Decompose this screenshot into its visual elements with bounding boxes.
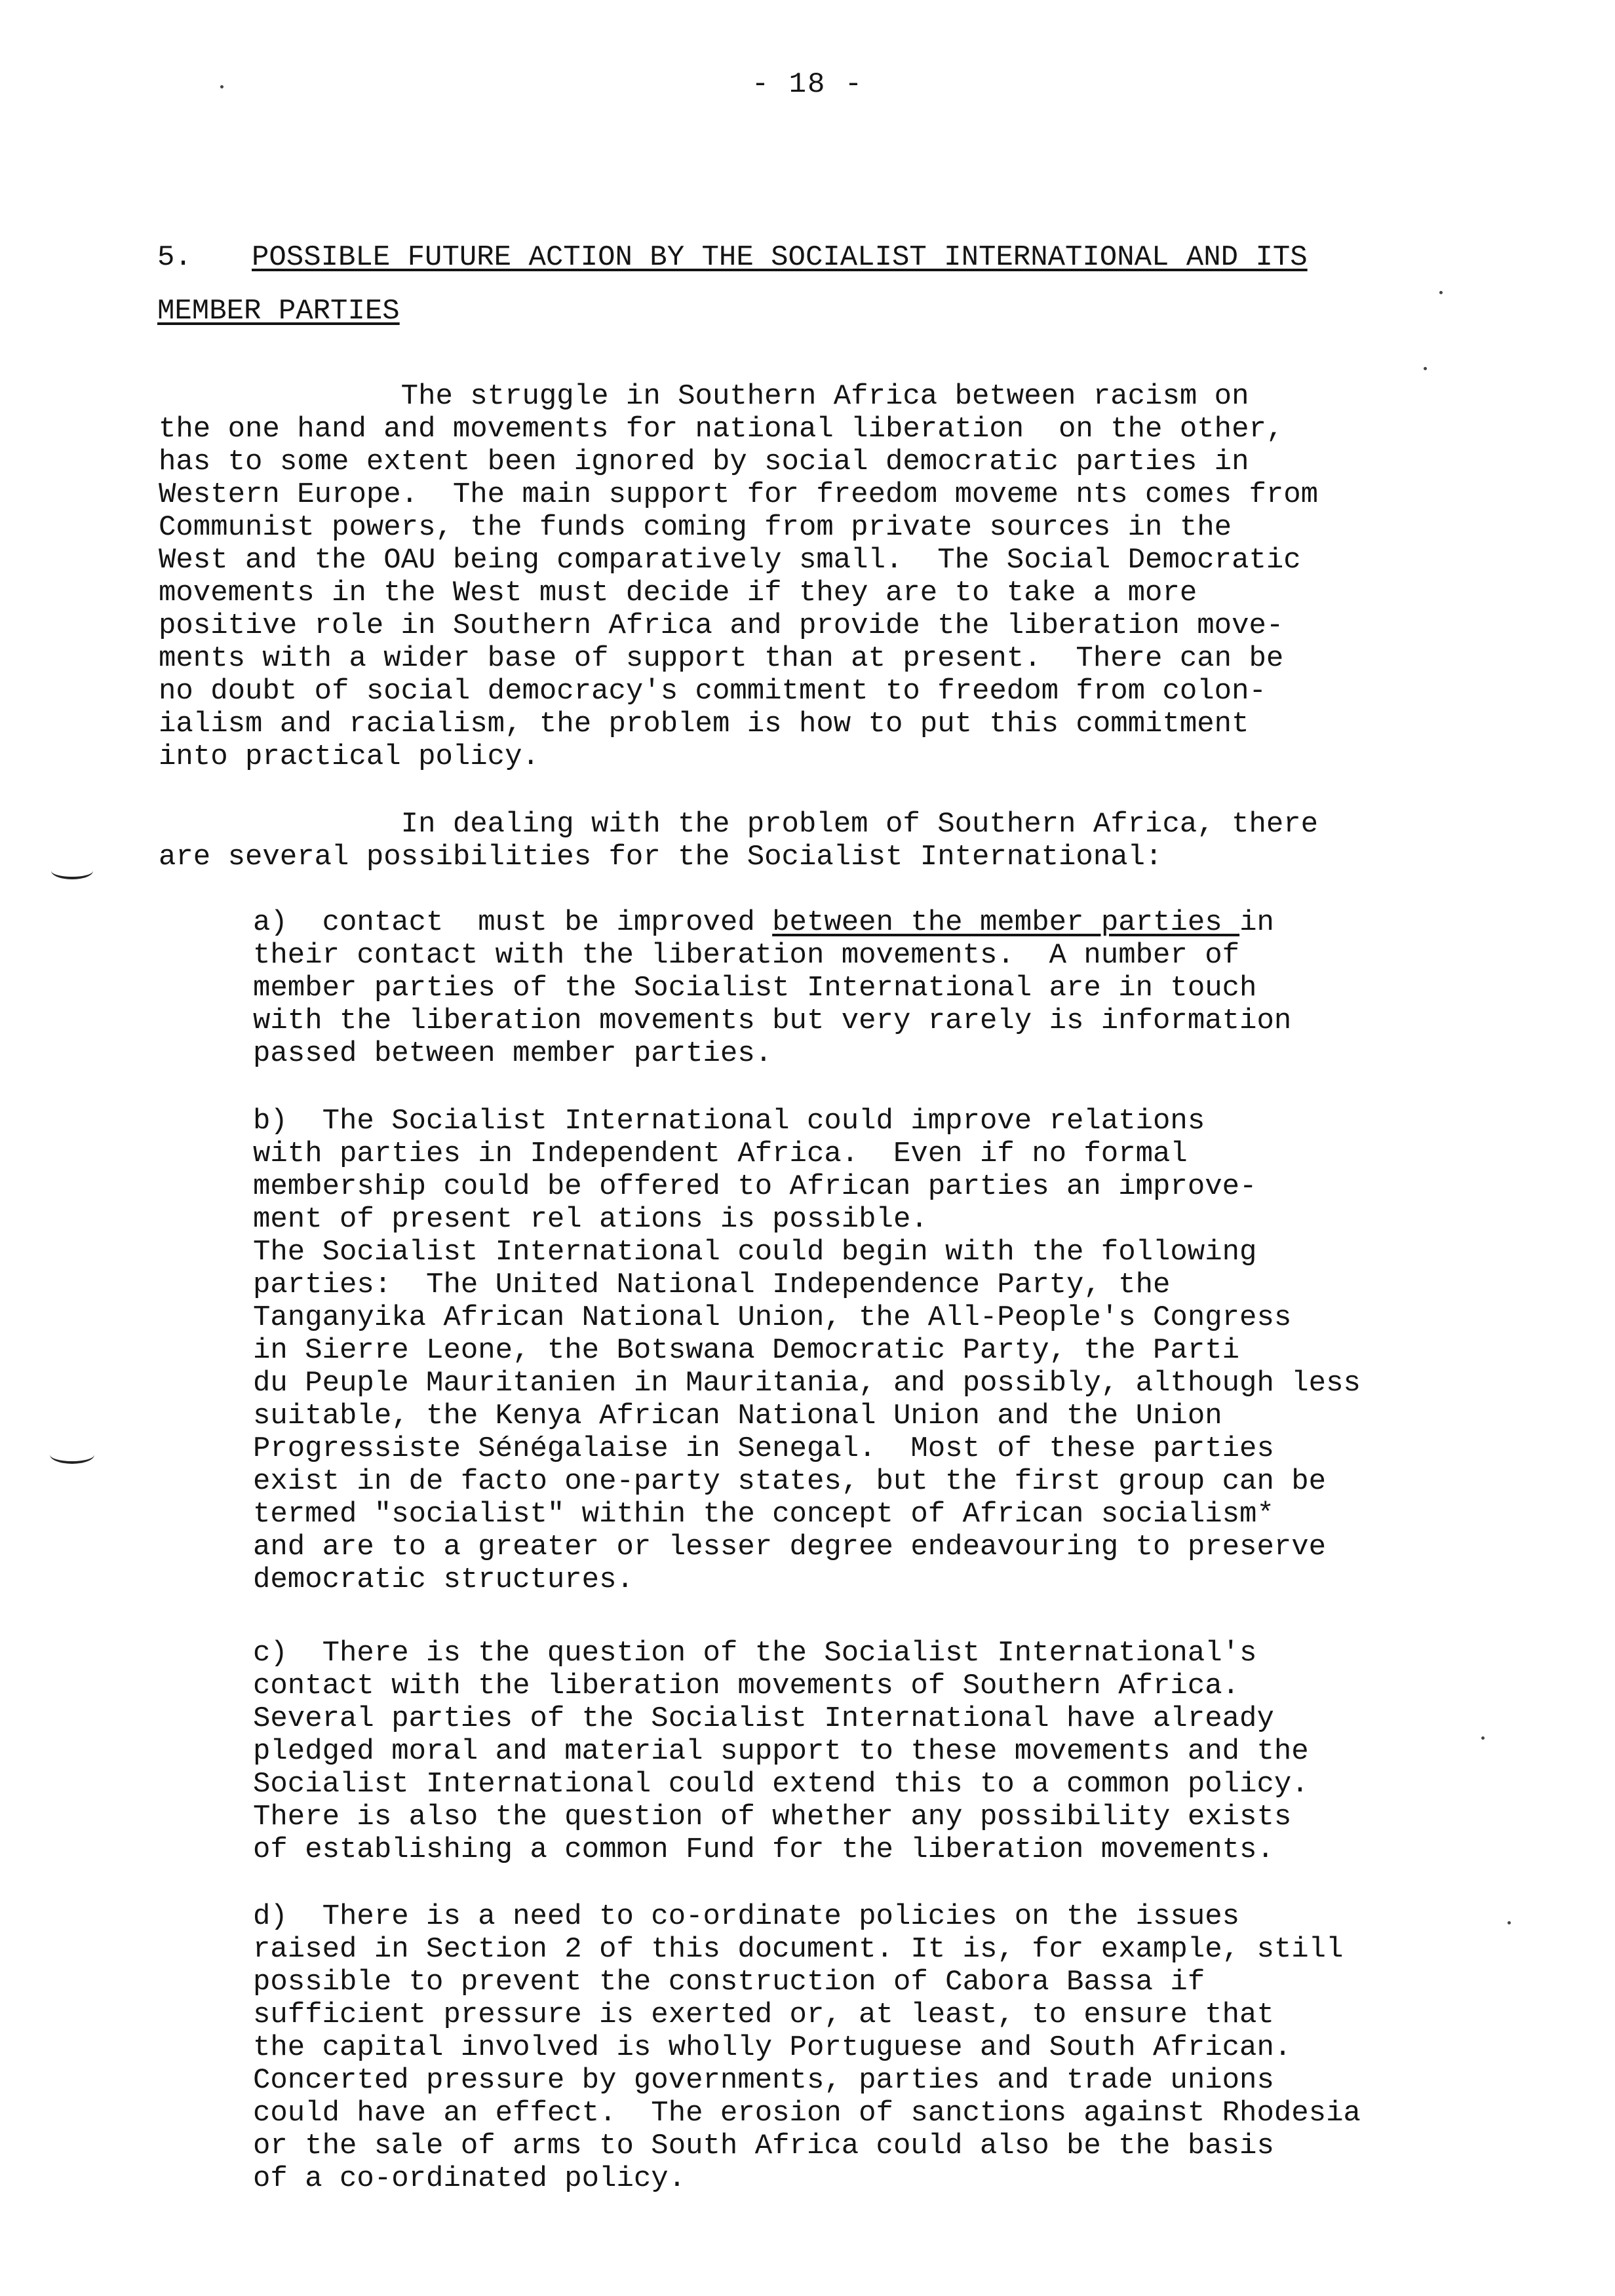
- speck-2: [1424, 367, 1427, 370]
- section-title-line1: POSSIBLE FUTURE ACTION BY THE SOCIALIST INTERNATIONAL AND ITS: [252, 241, 1308, 274]
- speck-3: [1439, 291, 1443, 294]
- intro-paragraph: The struggle in Southern Africa between racism on the one hand and movements for national liberation on the other, has to some extent been ignored by social democratic parties in Western Europe. The main support for freedom moveme nts comes from Communist powers, the funds coming from private sources in the West and the OAU being comparatively small. The Social Democratic movements in the West must decide if they are to take a more positive role in Southern Africa and provide the liberation move- ments with a wider base of support than at present. There can be no doubt of social democracy's commitment to freedom from colon- ialism and racialism, the problem is how to put this commitment into practical policy.: [159, 380, 1319, 773]
- item-a-paragraph: [253, 906, 1291, 1070]
- item-a-lead: a) contact must be improved: [253, 906, 773, 939]
- speck-4: [1481, 1736, 1485, 1740]
- margin-mark-2: [50, 1445, 94, 1464]
- item-d-paragraph: d) There is a need to co-ordinate policies on the issues raised in Section 2 of this document. It is, for example, still possible to prevent the construction of Cabora Bassa if sufficient pressure is exerted or, at least, to ensure that the capital involved is wholly Portuguese and South African. Concerted pressure by governments, parties and trade unions could have an effect. The erosion of sanctions against Rhodesia or the sale of arms to South Africa could also be the basis of a co-ordinated policy.: [253, 1900, 1361, 2195]
- margin-mark-1: [51, 862, 93, 879]
- section-heading-line2: [157, 284, 1468, 338]
- speck-1: [220, 85, 224, 88]
- item-a-underlined: between the member parties: [772, 906, 1240, 939]
- section-title-line2: MEMBER PARTIES: [157, 295, 400, 328]
- section-heading: [157, 231, 1468, 338]
- item-a-rest: in their contact with the liberation movements. A number of member parties of the Socialist International are in touch with the liberation movements but very rarely is information passed between member parties.: [253, 906, 1292, 1070]
- speck-5: [1508, 1921, 1511, 1924]
- item-b-paragraph: b) The Socialist International could improve relations with parties in Independent Africa. Even if no formal membership could be offered to African parties an improve- ment of present rel ations is possible. The Socialist International could begin with the following parties: The United National Independence Party, the Tanganyika African National Union, the All-People's Congress in Sierre Leone, the Botswana Democratic Party, the Parti du Peuple Mauritanien in Mauritania, and possibly, although less suitable, the Kenya African National Union and the Union Progressiste Sénégalaise in Senegal. Most of these parties exist in de facto one-party states, but the first group can be termed "socialist" within the concept of African socialism* and are to a greater or lesser degree endeavouring to preserve democratic structures.: [253, 1105, 1361, 1596]
- item-c-paragraph: c) There is the question of the Socialist International's contact with the liberation movements of Southern Africa. Several parties of the Socialist International have already pledged moral and material support to these movements and the Socialist International could extend this to a common policy. There is also the question of whether any possibility exists of establishing a common Fund for the liberation movements.: [253, 1637, 1309, 1866]
- section-number: 5.: [157, 241, 192, 274]
- section-heading-line1: [157, 231, 1468, 284]
- page-number: - 18 -: [751, 68, 864, 101]
- dealing-paragraph: In dealing with the problem of Southern Africa, there are several possibilities for the Socialist International:: [159, 808, 1319, 873]
